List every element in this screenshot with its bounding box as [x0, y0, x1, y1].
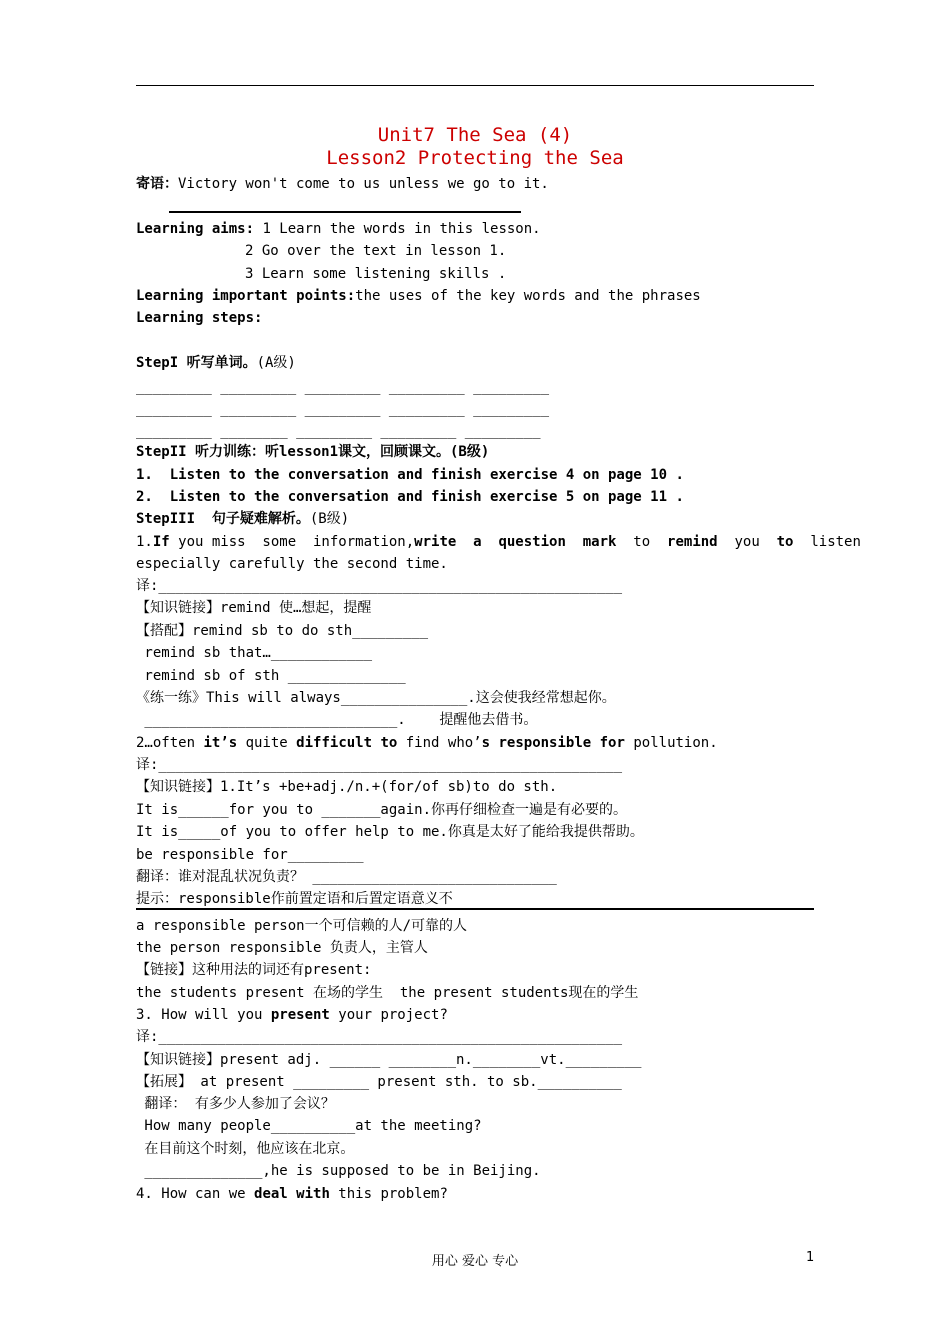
- top-rule: [136, 85, 814, 86]
- points-label: Learning important points:: [136, 288, 356, 304]
- s3-k1-label: 【知识链接】: [136, 1052, 220, 1068]
- points-line: [136, 287, 701, 305]
- step1-blanks-row3: _________ ________ _________ _________ _________: [136, 423, 541, 439]
- after-l3: [136, 961, 371, 979]
- step3-level: (B级): [309, 511, 350, 527]
- s1-k5: 《练一练》This will always_______________.这会使我经常想起你。: [136, 690, 616, 706]
- aims-item1: 1 Learn the words in this lesson.: [254, 221, 541, 237]
- s2-k4: be responsible for_________: [136, 847, 364, 863]
- s1-k2-text: remind sb to do sth_________: [192, 623, 429, 639]
- s1-k4: remind sb of sth ______________: [136, 668, 406, 684]
- aims-label: Learning aims:: [136, 221, 255, 237]
- s2-k1-label: 【知识链接】: [136, 779, 220, 795]
- s1-g: you: [717, 534, 777, 550]
- s3-knowledge: [136, 1051, 641, 1069]
- after-l3-label: 【链接】: [136, 962, 192, 978]
- s2-translation: 译:_______________________________________________________: [136, 757, 623, 773]
- after-l2: the person responsible 负责人，主管人: [136, 940, 428, 956]
- s1-e: to: [616, 534, 668, 550]
- points-text: the uses of the key words and the phrases: [355, 288, 701, 304]
- s1-k3: remind sb that…____________: [136, 645, 373, 661]
- title-line1: Unit7 The Sea (4): [377, 124, 573, 146]
- after-l3-text: 这种用法的词还有present:: [192, 962, 372, 978]
- s1-k2-label: 【搭配】: [136, 623, 192, 639]
- step1-blanks-row1: _________ _________ _________ _________ _________: [136, 379, 550, 395]
- s3-translation: 译:_______________________________________________________: [136, 1029, 623, 1045]
- s1-a: 1.: [136, 534, 153, 550]
- s2-sentence: [136, 734, 718, 752]
- s2-c: quite: [237, 735, 297, 751]
- s2-f: s responsible for: [481, 735, 625, 751]
- s1-i: listen: [793, 534, 861, 550]
- s4-c: this problem?: [329, 1186, 448, 1202]
- s3-c: your project?: [329, 1007, 448, 1023]
- s1-sentence-line1: [136, 533, 861, 551]
- s3-k6: ______________,he is supposed to be in Beijing.: [136, 1163, 541, 1179]
- s2-a: 2…often: [136, 735, 204, 751]
- step2-title: StepII 听力训练：听lesson1课文，回顾课文。(B级): [136, 444, 490, 460]
- s2-g: pollution.: [624, 735, 718, 751]
- s2-k6: 提示：responsible作前置定语和后置定语意义不: [136, 891, 453, 907]
- s1-b: If: [152, 534, 170, 550]
- s1-c: you miss some information,: [169, 534, 415, 550]
- s1-sentence-line2: especially carefully the second time.: [136, 556, 448, 572]
- s1-d: write a question mark: [414, 534, 617, 550]
- s3-b: present: [270, 1007, 330, 1023]
- step2-item2: 2. Listen to the conversation and finish exercise 5 on page 11 .: [136, 489, 684, 505]
- s2-e: find who’: [397, 735, 482, 751]
- s3-k4: How many people__________at the meeting?: [136, 1118, 482, 1134]
- s4-b: deal with: [254, 1186, 330, 1202]
- s2-k1-text: 1.It’s +be+adj./n.+(for/of sb)to do sth.: [220, 779, 558, 795]
- step3-title-text: StepIII 句子疑难解析。: [136, 511, 310, 527]
- after-l1: a responsible person一个可信赖的人/可靠的人: [136, 918, 468, 934]
- footer-text: 用心 爱心 专心: [431, 1254, 519, 1269]
- s3-expand: [136, 1073, 622, 1091]
- s3-a: 3. How will you: [136, 1007, 271, 1023]
- s1-k1-label: 【知识链接】: [136, 600, 220, 616]
- aims-item3: 3 Learn some listening skills .: [245, 266, 507, 282]
- aims-line1: [136, 220, 541, 238]
- page-number: 1: [806, 1250, 815, 1265]
- s2-k5: 翻译：谁对混乱状况负责？ _____________________________: [136, 869, 557, 885]
- step1-title-text: StepI 听写单词。: [136, 355, 257, 371]
- page-break-rule: [136, 908, 814, 910]
- motto-underline: [169, 211, 521, 213]
- after-l4: the students present 在场的学生 the present students现在的学生: [136, 985, 639, 1001]
- title-line2: Lesson2 Protecting the Sea: [326, 147, 624, 169]
- s3-k1-text: present adj. ______ ________n.________vt._________: [220, 1052, 642, 1068]
- s1-collocation: [136, 622, 428, 640]
- steps-label: Learning steps:: [136, 310, 263, 326]
- s1-translation: 译:_______________________________________________________: [136, 578, 623, 594]
- s2-k3: It is_____of you to offer help to me.你真是太好了能给我提供帮助。: [136, 824, 644, 840]
- s3-sentence: [136, 1006, 448, 1024]
- motto: [136, 175, 549, 193]
- s3-k5: 在目前这个时刻，他应该在北京。: [136, 1141, 355, 1157]
- step3-title: [136, 510, 349, 528]
- s1-h: to: [776, 534, 794, 550]
- step1-blanks-row2: _________ _________ _________ _________ _________: [136, 401, 550, 417]
- s2-knowledge: [136, 778, 557, 796]
- s1-f: remind: [667, 534, 718, 550]
- s1-k1-text: remind 使…想起，提醒: [220, 600, 372, 616]
- s3-k3: 翻译： 有多少人参加了会议？: [136, 1096, 335, 1112]
- motto-label: 寄语：: [136, 176, 178, 192]
- s4-sentence: [136, 1185, 448, 1203]
- s2-k2: It is______for you to _______again.你再仔细检查一遍是有必要的。: [136, 802, 628, 818]
- s1-k6: ______________________________. 提醒他去借书。: [136, 712, 538, 728]
- s3-k2-text: at present _________ present sth. to sb.__________: [192, 1074, 622, 1090]
- step1-level: (A级): [256, 355, 296, 371]
- step2-item1: 1. Listen to the conversation and finish exercise 4 on page 10 .: [136, 467, 684, 483]
- motto-text: Victory won't come to us unless we go to it.: [178, 176, 549, 192]
- aims-item2: 2 Go over the text in lesson 1.: [245, 243, 507, 259]
- step1-title: [136, 354, 296, 372]
- s2-b: it’s: [203, 735, 238, 751]
- s2-d: difficult to: [296, 735, 398, 751]
- s4-a: 4. How can we: [136, 1186, 255, 1202]
- s3-k2-label: 【拓展】: [136, 1074, 192, 1090]
- s1-knowledge: [136, 599, 371, 617]
